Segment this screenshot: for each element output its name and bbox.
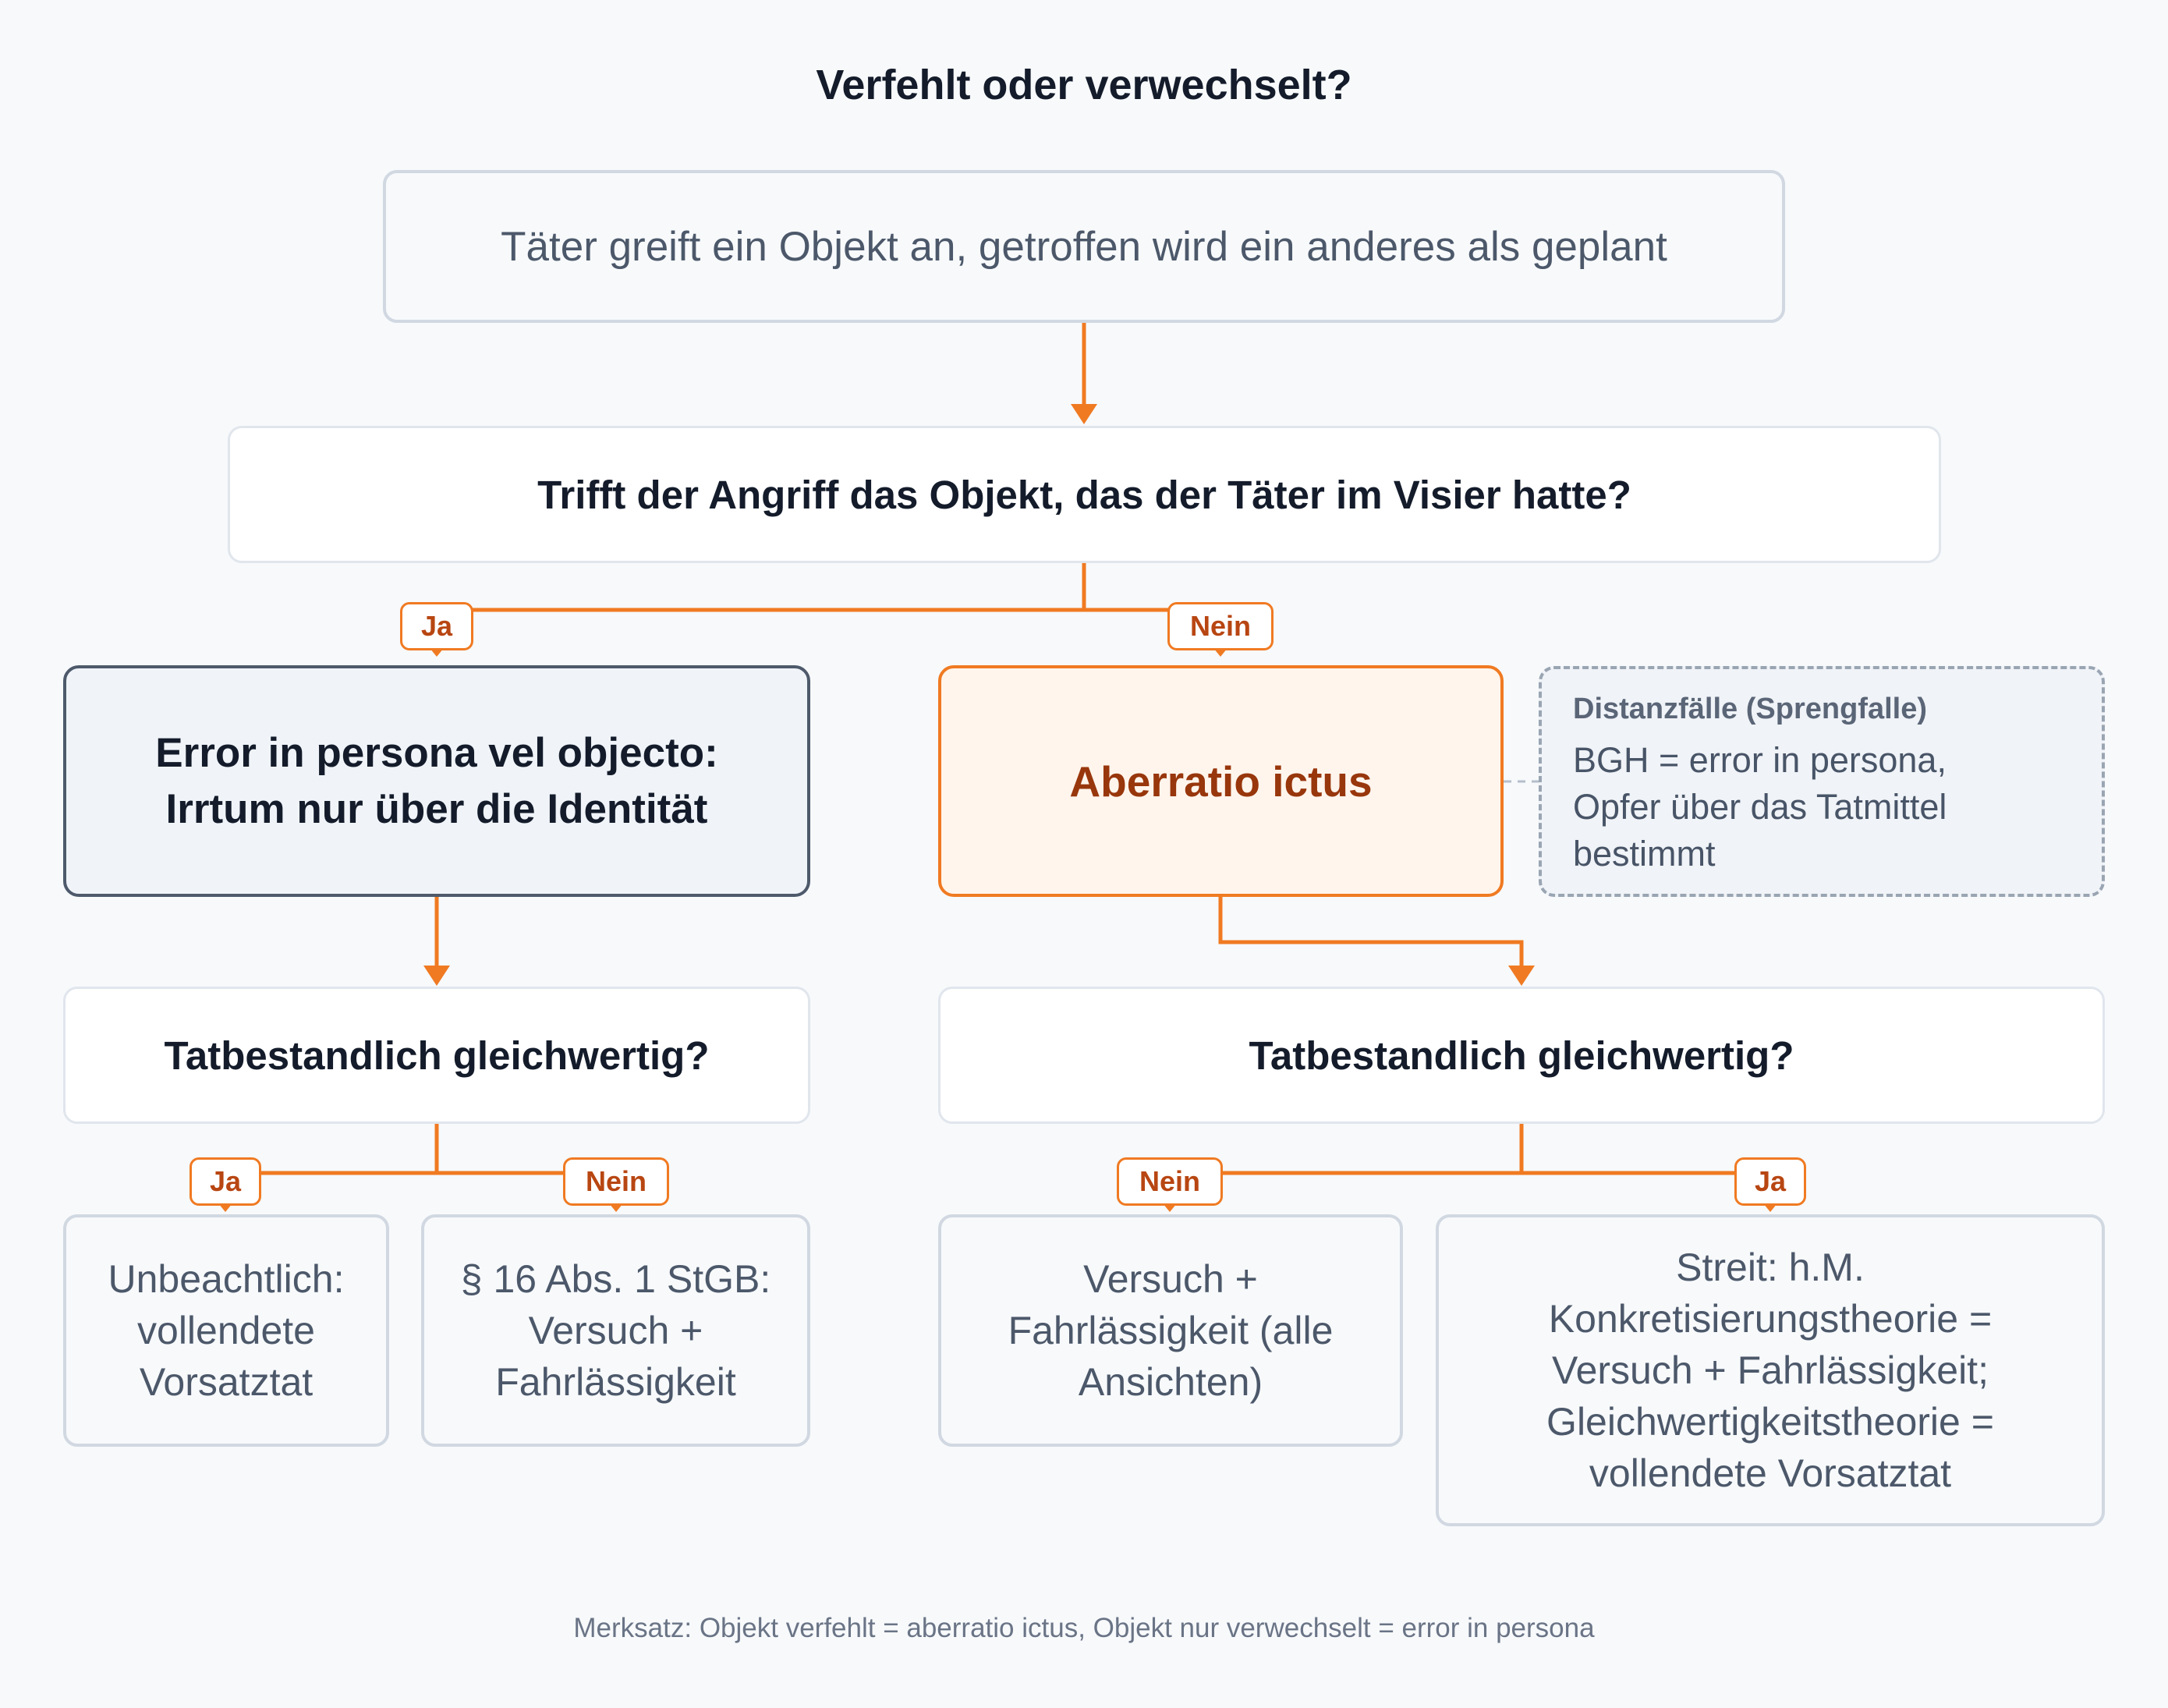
error-in-persona-line1: Error in persona vel objecto: xyxy=(155,729,718,776)
left-question-text: Tatbestandlich gleichwertig? xyxy=(164,1033,710,1078)
result-left-no-line: Fahrlässigkeit xyxy=(495,1360,736,1404)
note-line3: bestimmt xyxy=(1573,834,1716,873)
error-in-persona-line2: Irrtum nur über die Identität xyxy=(165,785,708,832)
result-left-no xyxy=(421,1214,810,1447)
start-situation-box xyxy=(383,170,1785,323)
result-right-yes-line: Versuch + Fahrlässigkeit; xyxy=(1551,1348,1989,1392)
result-right-yes-line: Gleichwertigkeitstheorie = xyxy=(1546,1400,1994,1444)
distance-cases-note xyxy=(1539,666,2105,897)
result-left-no-line: § 16 Abs. 1 StGB: xyxy=(460,1257,771,1301)
left-yes-label: Ja xyxy=(190,1157,261,1206)
main-yes-label: Ja xyxy=(400,602,473,650)
main-question-text: Trifft der Angriff das Objekt, das der Täter im Visier hatte? xyxy=(537,472,1631,517)
result-right-yes-line: Konkretisierungstheorie = xyxy=(1548,1297,1993,1341)
note-body xyxy=(1573,737,2071,877)
left-question-box xyxy=(63,987,810,1124)
result-right-no-line: Fahrlässigkeit (alle xyxy=(1008,1309,1334,1352)
right-no-label: Nein xyxy=(1117,1157,1223,1206)
result-left-yes-line: vollendete xyxy=(137,1309,315,1352)
result-right-no-line: Ansichten) xyxy=(1078,1360,1263,1404)
result-left-yes-line: Unbeachtlich: xyxy=(108,1257,345,1301)
error-in-persona-box xyxy=(63,665,810,897)
result-left-yes xyxy=(63,1214,389,1447)
footer-mnemonic: Merksatz: Objekt verfehlt = aberratio ictus, Objekt nur verwechselt = error in persona xyxy=(573,1613,1595,1643)
aberratio-ictus-box xyxy=(938,665,1504,897)
right-question-box xyxy=(938,987,2105,1124)
diagram-title: Verfehlt oder verwechselt? xyxy=(816,62,1352,108)
note-title: Distanzfälle (Sprengfalle) xyxy=(1573,693,1927,725)
result-right-yes xyxy=(1436,1214,2105,1526)
main-no-label: Nein xyxy=(1167,602,1274,650)
left-no-label: Nein xyxy=(563,1157,669,1206)
result-left-no-line: Versuch + xyxy=(528,1309,703,1352)
start-situation-text: Täter greift ein Objekt an, getroffen wird ein anderes als geplant xyxy=(501,223,1667,270)
result-right-yes-line: vollendete Vorsatztat xyxy=(1589,1451,1952,1495)
right-question-text: Tatbestandlich gleichwertig? xyxy=(1249,1033,1794,1078)
note-line2: Opfer über das Tatmittel xyxy=(1573,787,1947,827)
right-yes-label: Ja xyxy=(1734,1157,1806,1206)
aberratio-ictus-text: Aberratio ictus xyxy=(1069,757,1373,806)
result-right-no-line: Versuch + xyxy=(1083,1257,1258,1301)
note-line1: BGH = error in persona, xyxy=(1573,740,1947,780)
result-right-yes-line: Streit: h.M. xyxy=(1676,1246,1865,1289)
main-question-box xyxy=(228,426,1941,563)
result-left-yes-line: Vorsatztat xyxy=(139,1360,314,1404)
result-right-no xyxy=(938,1214,1403,1447)
